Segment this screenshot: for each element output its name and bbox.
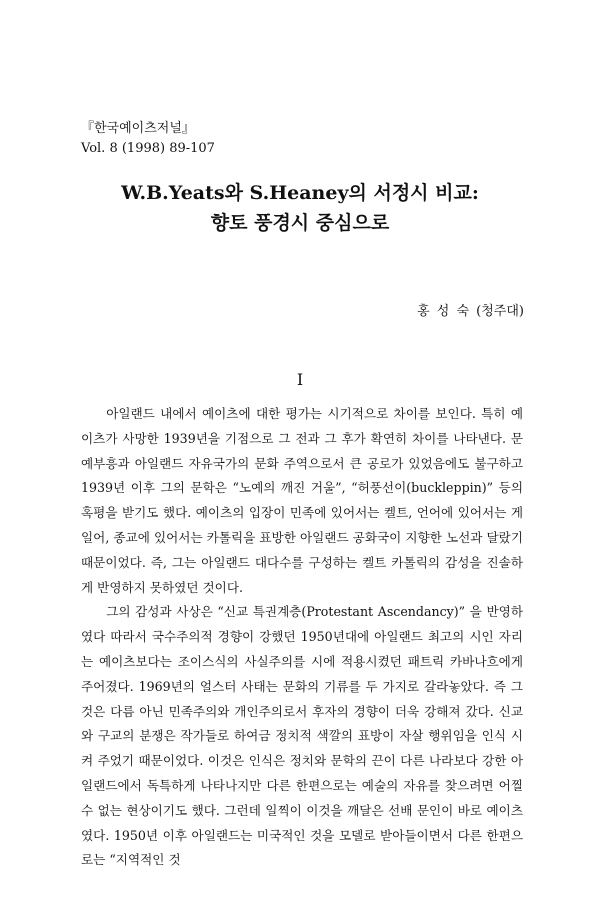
section-number: I	[296, 370, 304, 389]
author-byline: 홍 성 숙 (청주대)	[417, 304, 524, 319]
title-line-1: W.B.Yeats와 S.Heaney의 서정시 비교:	[121, 182, 479, 204]
body-text	[81, 402, 523, 873]
journal-name: 『한국예이츠저널』	[81, 121, 195, 136]
volume-info: Vol. 8 (1998) 89-107	[81, 141, 215, 156]
title-line-2: 향토 풍경시 중심으로	[210, 212, 390, 234]
paragraph: 그의 감성과 사상은 “신교 특권계층(Protestant Ascendancy)” 을 반영하였다 따라서 국수주의적 경향이 강했던 1950년대에 아일랜드 최고의 시인 자리는 예이츠보다는 조이스식의 사실주의를 시에 적용시켰던 패트릭 카바나흐에게 주어졌다. 1969년의 얼스터 사태는 문화의 기류를 두 가지로 갈라놓았다. 즉 그것은 다름 아닌 민족주의와 개인주의로서 후자의 경향이 더욱 강해져 갔다. 신교와 구교의 분쟁은 작가들로 하여금 정치적 색깔의 표방이 자살 행위임을 인식 시켜 주었기 때문이었다. 이것은 인식은 정치와 문학의 끈이 다른 나라보다 강한 아일랜드에서 독특하게 나타나지만 다른 한편으로는 예술의 자유를 찾으려면 어찔 수 없는 현상이기도 했다. 그런데 일찍이 이것을 깨달은 선배 문인이 바로 예이츠였다. 1950년 이후 아일랜드는 미국적인 것을 모델로 받아들이면서 다른 한편으로는 “지역적인 것	[81, 604, 523, 868]
paragraph: 아일랜드 내에서 예이츠에 대한 평가는 시기적으로 차이를 보인다. 특히 예이츠가 사망한 1939년을 기점으로 그 전과 그 후가 확연히 차이를 나타낸다. 문예부흥과 아일랜드 자유국가의 문화 주역으로서 큰 공로가 있었음에도 불구하고 1939년 이후 그의 문학은 “노예의 깨진 거울”, “허풍선이(buckleppin)” 등의 혹평을 받기도 했다. 예이츠의 입장이 민족에 있어서는 켈트, 언어에 있어서는 게일어, 종교에 있어서는 카톨릭을 표방한 아일랜드 공화국이 지향한 노선과 달랐기 때문이었다. 즉, 그는 아일랜드 대다수를 구성하는 켈트 카톨릭의 감성을 진솔하게 반영하지 못하였던 것이다.	[81, 406, 523, 595]
